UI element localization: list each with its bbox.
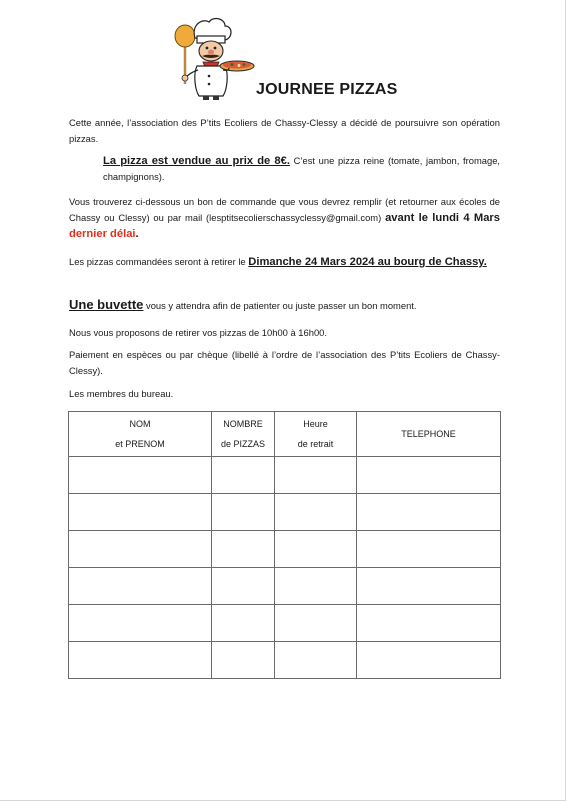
cell-name[interactable] (69, 531, 212, 568)
header-pickup-time: Heure de retrait (275, 412, 357, 457)
table-row (69, 531, 501, 568)
header-phone: TELEPHONE (357, 412, 501, 457)
intro-paragraph: Cette année, l’association des P’tits Ecoliers de Chassy-Clessy a décidé de poursuivre son opération pizzas. (69, 117, 500, 144)
chef-pizza-illustration (163, 14, 255, 100)
buvette-label: Une buvette (69, 297, 144, 312)
price-emphasis: La pizza est vendue au prix de 8€. (103, 155, 290, 167)
cell-time[interactable] (275, 605, 357, 642)
order-deadline-last-day: dernier délai (69, 228, 136, 240)
cell-count[interactable] (212, 531, 275, 568)
page-title: JOURNEE PIZZAS (256, 81, 398, 98)
order-deadline: avant le lundi 4 Mars (385, 212, 501, 224)
table-row (69, 642, 501, 679)
cell-name[interactable] (69, 568, 212, 605)
cell-phone[interactable] (357, 568, 501, 605)
hours-paragraph: Nous vous proposons de retirer vos pizzas de 10h00 à 16h00. (69, 327, 327, 338)
header-name: NOM et PRENOM (69, 412, 212, 457)
pickup-text: Les pizzas commandées seront à retirer le (69, 256, 249, 267)
cell-count[interactable] (212, 605, 275, 642)
cell-name[interactable] (69, 494, 212, 531)
cell-count[interactable] (212, 457, 275, 494)
payment-paragraph: Paiement en espèces ou par chèque (libellé à l’ordre de l’association des P’tits Ecoliers de Chassy-Clessy). (69, 349, 500, 376)
buvette-text: vous y attendra afin de patienter ou juste passer un bon moment. (143, 300, 417, 311)
table-body (69, 457, 501, 679)
price-details: C’est une pizza reine (tomate, jambon, fromage, champignons). (103, 155, 501, 182)
cell-count[interactable] (212, 642, 275, 679)
table-row (69, 605, 501, 642)
pickup-paragraph (69, 254, 500, 270)
cell-phone[interactable] (357, 531, 501, 568)
pickup-date-place: Dimanche 24 Mars 2024 au bourg de Chassy. (248, 256, 487, 268)
cell-time[interactable] (275, 531, 357, 568)
cell-count[interactable] (212, 494, 275, 531)
cell-name[interactable] (69, 457, 212, 494)
table-row (69, 494, 501, 531)
table-row (69, 568, 501, 605)
buvette-paragraph (69, 297, 500, 314)
cell-phone[interactable] (357, 457, 501, 494)
cell-time[interactable] (275, 568, 357, 605)
table-row (69, 457, 501, 494)
header-pizza-count: NOMBRE de PIZZAS (212, 412, 275, 457)
table-header-row (69, 412, 501, 457)
cell-time[interactable] (275, 494, 357, 531)
cell-phone[interactable] (357, 605, 501, 642)
cell-time[interactable] (275, 457, 357, 494)
cell-name[interactable] (69, 605, 212, 642)
cell-name[interactable] (69, 642, 212, 679)
cell-time[interactable] (275, 642, 357, 679)
order-text: Vous trouverez ci-dessous un bon de commande que vous devrez remplir (et retourner aux écoles de Chassy ou Clessy) ou par mail (lesptitsecolierschassyclessy@gmail.com) (69, 196, 500, 223)
order-form-table (68, 411, 501, 679)
cell-count[interactable] (212, 568, 275, 605)
order-period: . (135, 228, 139, 240)
order-paragraph (69, 194, 500, 242)
price-paragraph (103, 153, 500, 185)
signature: Les membres du bureau. (69, 388, 174, 399)
cell-phone[interactable] (357, 494, 501, 531)
cell-phone[interactable] (357, 642, 501, 679)
